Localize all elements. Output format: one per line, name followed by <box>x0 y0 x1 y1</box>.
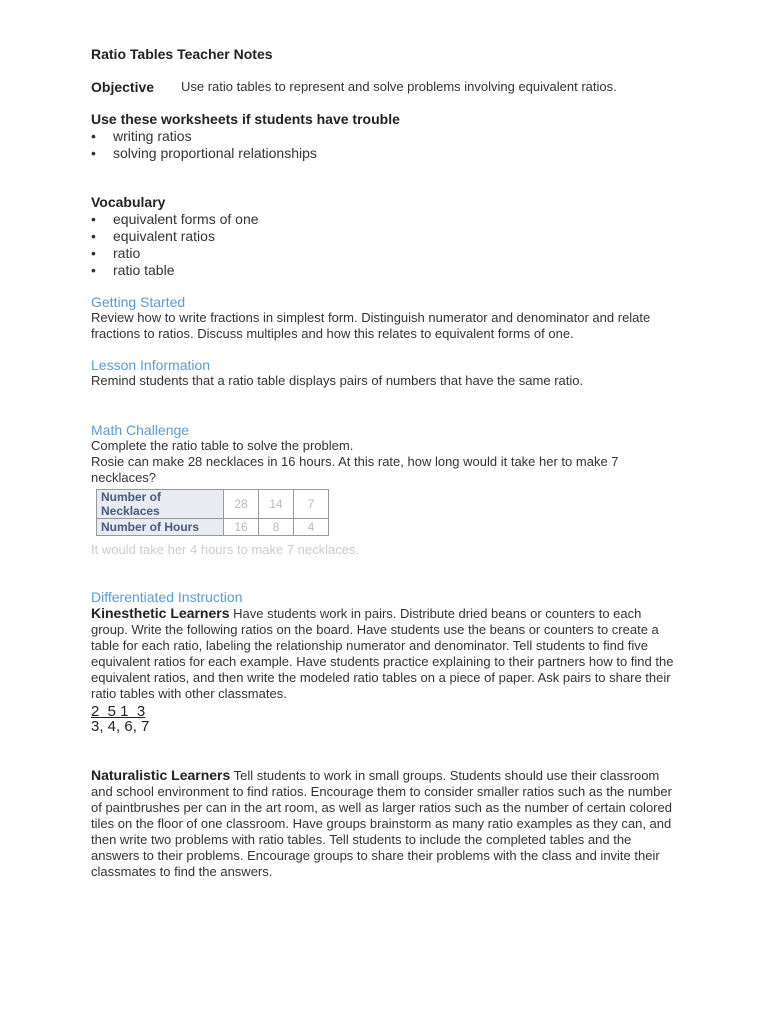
table-cell: 4 <box>294 518 329 535</box>
table-row <box>97 489 329 518</box>
row-header-necklaces: Number of Necklaces <box>97 489 224 518</box>
worksheets-heading: Use these worksheets if students have trouble <box>91 111 400 127</box>
table-row <box>97 518 329 535</box>
naturalistic-label: Naturalistic Learners <box>91 766 231 783</box>
fraction-numerators: 2 5 1 3 <box>91 702 146 720</box>
kinesthetic-text: Have students work in pairs. Distribute dried beans or counters to each group. Write the following ratios on the board. Have students use the beans or counters to create a table for each ratio, labeling the relationship numerator and denominator. Tell students to find five equivalent ratios for each example. Have students practice explaining to their partners how to find the equivalent ratios, and then write the modeled ratio tables on a piece of paper. Ask pairs to share their ratio tables with other classmates. <box>91 605 674 701</box>
objective-text: Use ratio tables to represent and solve problems involving equivalent ratios. <box>181 79 617 94</box>
math-challenge-answer: It would take her 4 hours to make 7 necklaces. <box>91 541 360 557</box>
ratio-table <box>96 489 329 536</box>
naturalistic-paragraph <box>91 767 681 880</box>
objective-row <box>91 79 691 97</box>
table-cell: 8 <box>259 518 294 535</box>
kinesthetic-label: Kinesthetic Learners <box>91 604 230 621</box>
ratio-fractions <box>91 704 691 734</box>
kinesthetic-paragraph <box>91 605 681 702</box>
table-cell: 7 <box>294 489 329 518</box>
table-cell: 16 <box>224 518 259 535</box>
lesson-information-heading: Lesson Information <box>91 356 211 373</box>
worksheets-section <box>91 111 691 163</box>
math-challenge-problem: Rosie can make 28 necklaces in 16 hours. At this rate, how long would it take her to make 7 necklaces? <box>91 453 619 485</box>
getting-started-section <box>91 294 691 342</box>
differentiated-section <box>91 589 691 880</box>
lesson-information-text: Remind students that a ratio table displays pairs of numbers that have the same ratio. <box>91 372 584 388</box>
objective-label: Objective <box>91 79 155 95</box>
table-cell: 14 <box>259 489 294 518</box>
list-item: • equivalent forms of one <box>91 211 691 228</box>
vocabulary-list <box>91 211 691 280</box>
vocabulary-section <box>91 194 691 280</box>
math-challenge-instruction: Complete the ratio table to solve the problem. <box>91 437 354 453</box>
math-challenge-section <box>91 422 691 557</box>
math-challenge-heading: Math Challenge <box>91 421 190 438</box>
list-item: • solving proportional relationships <box>91 145 691 162</box>
list-item: • equivalent ratios <box>91 228 691 245</box>
fraction-denominators: 3, 4, 6, 7 <box>91 717 150 735</box>
table-cell: 28 <box>224 489 259 518</box>
lesson-information-section <box>91 357 691 389</box>
differentiated-heading: Differentiated Instruction <box>91 588 243 605</box>
document-page <box>91 46 691 880</box>
list-item: • ratio table <box>91 262 691 279</box>
page-title: Ratio Tables Teacher Notes <box>91 46 273 62</box>
vocabulary-heading: Vocabulary <box>91 193 166 210</box>
list-item: • writing ratios <box>91 128 691 145</box>
list-item: • ratio <box>91 245 691 262</box>
row-header-hours: Number of Hours <box>97 518 224 535</box>
getting-started-heading: Getting Started <box>91 293 186 310</box>
getting-started-text: Review how to write fractions in simplest form. Distinguish numerator and denominator and relate fractions to ratios. Discuss multiples and how this relates to equivalent forms of one. <box>91 309 651 341</box>
worksheets-list <box>91 128 691 163</box>
naturalistic-text: Tell students to work in small groups. Students should use their classroom and school environment to find ratios. Encourage them to consider smaller ratios such as the number of paintbrushes per can in the art room, as well as larger ratios such as the number of certain colored tiles on the floor of one classroom. Have groups brainstorm as many ratio examples as they can, and then write two problems with ratio tables. Tell students to include the completed tables and the answers to their problems. Encourage groups to share their problems with the class and invite their classmates to find the answers. <box>91 767 672 879</box>
